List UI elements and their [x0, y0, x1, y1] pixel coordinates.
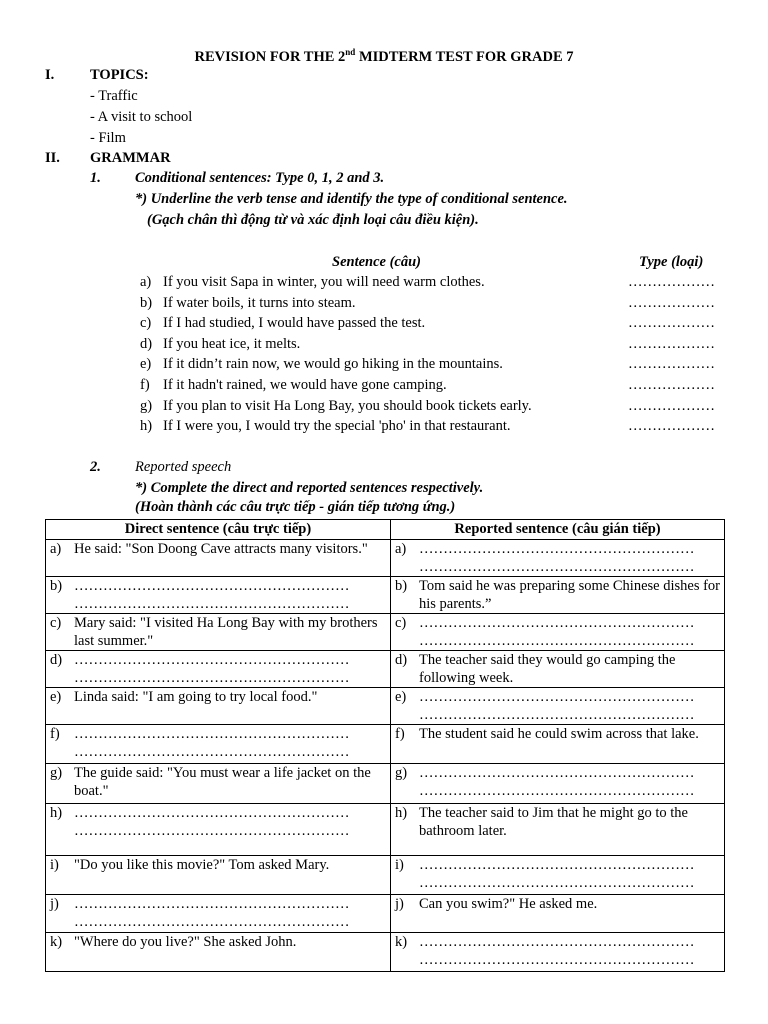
type-answer-blank[interactable]: ……………… [628, 335, 715, 352]
table-row [46, 856, 725, 895]
title-superscript: nd [345, 47, 356, 57]
direct-sentence-text: He said: "Son Doong Cave attracts many visitors." [74, 541, 368, 557]
list-item [140, 356, 620, 373]
answer-blank[interactable]: ………………………………………………… [74, 896, 350, 912]
table-row [46, 577, 725, 614]
part-1-instruction: *) Underline the verb tense and identify the type of conditional sentence. [135, 191, 568, 207]
item-label: b) [395, 578, 408, 594]
type-answer-blank[interactable]: ……………… [628, 356, 715, 373]
reported-sentence-cell[interactable] [391, 764, 725, 804]
item-label: k) [50, 934, 63, 950]
answer-blank[interactable]: ………………………………………………… [419, 783, 695, 799]
answer-blank[interactable]: ………………………………………………… [419, 952, 695, 968]
item-label: f) [395, 726, 405, 742]
answer-blank[interactable]: ………………………………………………… [74, 744, 350, 760]
part-2-instruction-vi: (Hoàn thành các câu trực tiếp - gián tiếp tương ứng.) [135, 499, 456, 515]
reported-sentence-text: The teacher said they would go camping the following week. [419, 652, 676, 686]
column-header-type: Type (loại) [639, 254, 704, 270]
section-2-numeral: II. [45, 150, 60, 166]
item-label: j) [50, 896, 59, 912]
answer-blank[interactable]: ………………………………………………… [419, 615, 695, 631]
list-item [140, 418, 620, 435]
answer-blank[interactable]: ………………………………………………… [74, 726, 350, 742]
answer-blank[interactable]: ………………………………………………… [74, 805, 350, 821]
item-label: i) [395, 857, 404, 873]
answer-blank[interactable]: ………………………………………………… [74, 823, 350, 839]
item-label: b) [140, 294, 153, 311]
type-answer-blank[interactable]: ……………… [628, 274, 715, 290]
answer-blank[interactable]: ………………………………………………… [74, 652, 350, 668]
direct-sentence-text: Mary said: "I visited Ha Long Bay with my brothers last summer." [74, 615, 378, 649]
part-1-instruction-vi: (Gạch chân thì động từ và xác định loại câu điều kiện). [147, 212, 479, 228]
reported-sentence-cell[interactable] [391, 856, 725, 895]
direct-sentence-cell [46, 688, 391, 725]
item-label: c) [140, 315, 152, 332]
topic-item: - Film [90, 130, 126, 146]
answer-blank[interactable]: ………………………………………………… [419, 765, 695, 781]
table-row [46, 933, 725, 972]
part-2-instruction: *) Complete the direct and reported sentences respectively. [135, 480, 484, 496]
item-label: g) [50, 765, 63, 781]
list-item [140, 377, 620, 394]
part-1-heading: Conditional sentences: Type 0, 1, 2 and 3. [135, 170, 385, 186]
item-label: a) [395, 541, 407, 557]
direct-sentence-cell[interactable] [46, 651, 391, 688]
reported-sentence-text: Can you swim?" He asked me. [419, 896, 598, 912]
title-rest: MIDTERM TEST FOR GRADE 7 [355, 48, 574, 65]
section-1-numeral: I. [45, 67, 55, 83]
direct-sentence-text: "Where do you live?" She asked John. [74, 934, 297, 950]
item-label: d) [50, 652, 63, 668]
sentence-text: If I were you, I would try the special 'pho' in that restaurant. [163, 418, 511, 435]
answer-blank[interactable]: ………………………………………………… [419, 559, 695, 575]
type-answer-blank[interactable]: ……………… [628, 294, 715, 311]
reported-sentence-cell [391, 895, 725, 933]
list-item [140, 315, 620, 332]
topic-item: - A visit to school [90, 109, 193, 125]
direct-sentence-cell [46, 614, 391, 651]
direct-sentence-text: The guide said: "You must wear a life jacket on the boat." [74, 765, 371, 799]
table-row [46, 688, 725, 725]
part-1-number: 1. [90, 170, 101, 186]
reported-sentence-cell[interactable] [391, 933, 725, 972]
direct-sentence-cell [46, 764, 391, 804]
reported-speech-table [45, 519, 725, 972]
item-label: d) [395, 652, 408, 668]
sentence-text: If I had studied, I would have passed the test. [163, 315, 426, 332]
reported-sentence-text: The student said he could swim across that lake. [419, 726, 699, 742]
direct-sentence-cell [46, 933, 391, 972]
direct-sentence-cell[interactable] [46, 804, 391, 856]
item-label: c) [395, 615, 407, 631]
reported-sentence-cell[interactable] [391, 688, 725, 725]
column-header-direct: Direct sentence (câu trực tiếp) [46, 520, 391, 540]
type-answer-blank[interactable]: ……………… [628, 397, 715, 414]
direct-sentence-cell [46, 856, 391, 895]
answer-blank[interactable]: ………………………………………………… [74, 578, 350, 594]
sentence-text: If you plan to visit Ha Long Bay, you should book tickets early. [163, 397, 532, 414]
item-label: c) [50, 615, 62, 631]
item-label: i) [50, 857, 59, 873]
reported-sentence-cell[interactable] [391, 540, 725, 577]
direct-sentence-text: Linda said: "I am going to try local food." [74, 689, 318, 705]
table-row [46, 540, 725, 577]
table-row [46, 895, 725, 933]
item-label: b) [50, 578, 63, 594]
type-answer-blank[interactable]: ……………… [628, 377, 715, 393]
table-header-row [46, 520, 725, 540]
answer-blank[interactable]: ………………………………………………… [74, 596, 350, 612]
table-row [46, 614, 725, 651]
item-label: f) [50, 726, 60, 742]
direct-sentence-cell [46, 540, 391, 577]
item-label: e) [50, 689, 62, 705]
reported-sentence-text: The teacher said to Jim that he might go to the bathroom later. [419, 805, 688, 839]
list-item [140, 336, 620, 353]
answer-blank[interactable]: ………………………………………………… [74, 670, 350, 686]
reported-sentence-cell [391, 725, 725, 764]
answer-blank[interactable]: ………………………………………………… [74, 914, 350, 930]
direct-sentence-text: "Do you like this movie?" Tom asked Mary. [74, 857, 330, 873]
list-item [140, 295, 620, 312]
answer-blank[interactable]: ………………………………………………… [419, 707, 695, 723]
item-label: h) [395, 805, 408, 821]
sentence-text: If it hadn't rained, we would have gone camping. [163, 377, 447, 393]
item-label: k) [395, 934, 408, 950]
topic-item: - Traffic [90, 88, 138, 104]
answer-blank[interactable]: ………………………………………………… [419, 857, 695, 873]
title-main: REVISION FOR THE 2 [194, 48, 346, 65]
reported-sentence-cell[interactable] [391, 614, 725, 651]
reported-sentence-cell [391, 651, 725, 688]
section-1-heading: TOPICS: [90, 67, 149, 83]
sentence-text: If you visit Sapa in winter, you will need warm clothes. [163, 274, 485, 290]
answer-blank[interactable]: ………………………………………………… [419, 633, 695, 649]
item-label: e) [140, 356, 152, 373]
page-title [0, 47, 768, 66]
column-header-reported: Reported sentence (câu gián tiếp) [391, 520, 725, 540]
type-answer-blank[interactable]: ……………… [628, 418, 715, 435]
answer-blank[interactable]: ………………………………………………… [419, 875, 695, 891]
direct-sentence-cell[interactable] [46, 895, 391, 933]
item-label: j) [395, 896, 404, 912]
list-item [140, 274, 620, 291]
item-label: h) [50, 805, 63, 821]
column-header-sentence: Sentence (câu) [332, 254, 421, 270]
answer-blank[interactable]: ………………………………………………… [419, 689, 695, 705]
item-label: g) [395, 765, 408, 781]
item-label: f) [140, 377, 150, 393]
item-label: a) [140, 274, 152, 290]
reported-sentence-cell [391, 577, 725, 614]
part-2-heading: Reported speech [135, 459, 232, 475]
table-row [46, 725, 725, 764]
section-2-heading: GRAMMAR [90, 150, 171, 166]
part-2-number: 2. [90, 459, 101, 475]
item-label: e) [395, 689, 407, 705]
sentence-text: If water boils, it turns into steam. [163, 294, 356, 311]
table-row [46, 764, 725, 804]
table-row [46, 651, 725, 688]
list-item [140, 398, 620, 415]
item-label: g) [140, 397, 153, 414]
sentence-text: If you heat ice, it melts. [163, 335, 301, 352]
item-label: a) [50, 541, 62, 557]
reported-sentence-text: Tom said he was preparing some Chinese dishes for his parents.” [419, 578, 721, 612]
type-answer-blank[interactable]: ……………… [628, 315, 715, 332]
direct-sentence-cell[interactable] [46, 577, 391, 614]
reported-sentence-cell [391, 804, 725, 856]
item-label: d) [140, 335, 153, 352]
item-label: h) [140, 418, 153, 435]
answer-blank[interactable]: ………………………………………………… [419, 541, 695, 557]
sentence-text: If it didn’t rain now, we would go hiking in the mountains. [163, 356, 503, 373]
answer-blank[interactable]: ………………………………………………… [419, 934, 695, 950]
table-row [46, 804, 725, 856]
direct-sentence-cell[interactable] [46, 725, 391, 764]
